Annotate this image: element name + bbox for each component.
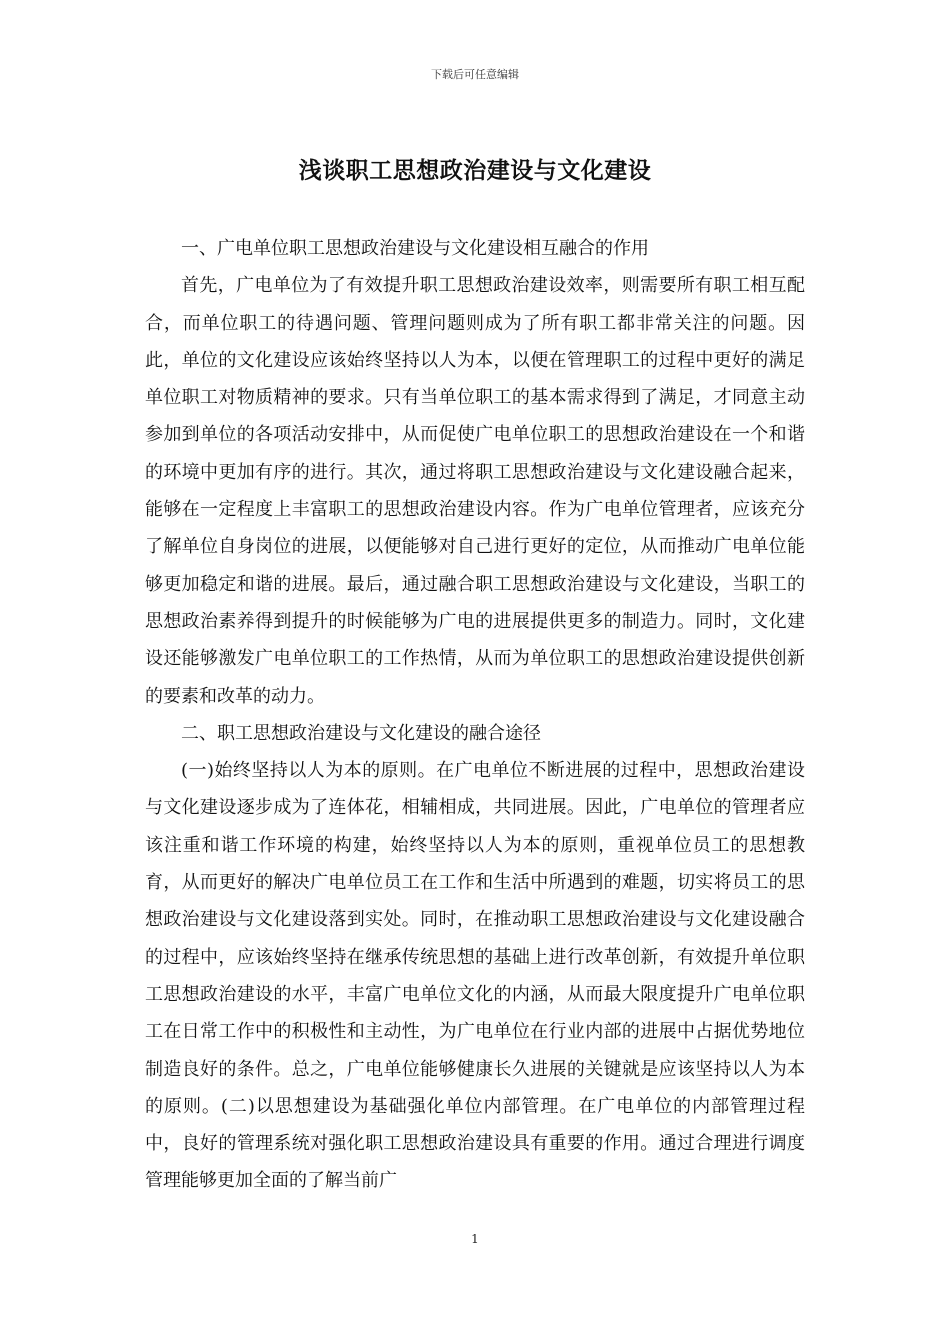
page-number: 1 — [471, 1232, 479, 1246]
section-heading-2: 二、职工思想政治建设与文化建设的融合途径 — [181, 722, 541, 744]
section-heading-1: 一、广电单位职工思想政治建设与文化建设相互融合的作用 — [181, 238, 649, 259]
document-title: 浅谈职工思想政治建设与文化建设 — [298, 157, 652, 184]
document-body — [145, 230, 805, 1200]
header-note: 下载后可任意编辑 — [431, 68, 519, 81]
paragraph-1: 首先，广电单位为了有效提升职工思想政治建设效率，则需要所有职工相互配合，而单位职工的待遇问题、管理问题则成为了所有职工都非常关注的问题。因此，单位的文化建设应该始终坚持以人为本，以便在管理职工的过程中更好的满足单位职工对物质精神的要求。只有当单位职工的基本需求得到了满足，才同意主动参加到单位的各项活动安排中，从而促使广电单位职工的思想政治建设在一个和谐的环境中更加有序的进行。其次，通过将职工思想政治建设与文化建设融合起来，能够在一定程度上丰富职工的思想政治建设内容。作为广电单位管理者，应该充分了解单位自身岗位的进展，以便能够对自己进行更好的定位，从而推动广电单位能够更加稳定和谐的进展。最后，通过融合职工思想政治建设与文化建设，当职工的思想政治素养得到提升的时候能够为广电的进展提供更多的制造力。同时，文化建设还能够激发广电单位职工的工作热情，从而为单位职工的思想政治建设提供创新的要素和改革的动力。 — [145, 275, 805, 707]
paragraph-2: (一)始终坚持以人为本的原则。在广电单位不断进展的过程中，思想政治建设与文化建设逐步成为了连体花，相辅相成，共同进展。因此，广电单位的管理者应该注重和谐工作环境的构建，始终坚持以人为本的原则，重视单位员工的思想教育，从而更好的解决广电单位员工在工作和生活中所遇到的难题，切实将员工的思想政治建设与文化建设落到实处。同时，在推动职工思想政治建设与文化建设融合的过程中，应该始终坚持在继承传统思想的基础上进行改革创新，有效提升单位职工思想政治建设的水平，丰富广电单位文化的内涵，从而最大限度提升广电单位职工在日常工作中的积极性和主动性，为广电单位在行业内部的进展中占据优势地位制造良好的条件。总之，广电单位能够健康长久进展的关键就是应该坚持以人为本的原则。(二)以思想建设为基础强化单位内部管理。在广电单位的内部管理过程中，良好的管理系统对强化职工思想政治建设具有重要的作用。通过合理进行调度管理能够更加全面的了解当前广 — [145, 760, 805, 1192]
